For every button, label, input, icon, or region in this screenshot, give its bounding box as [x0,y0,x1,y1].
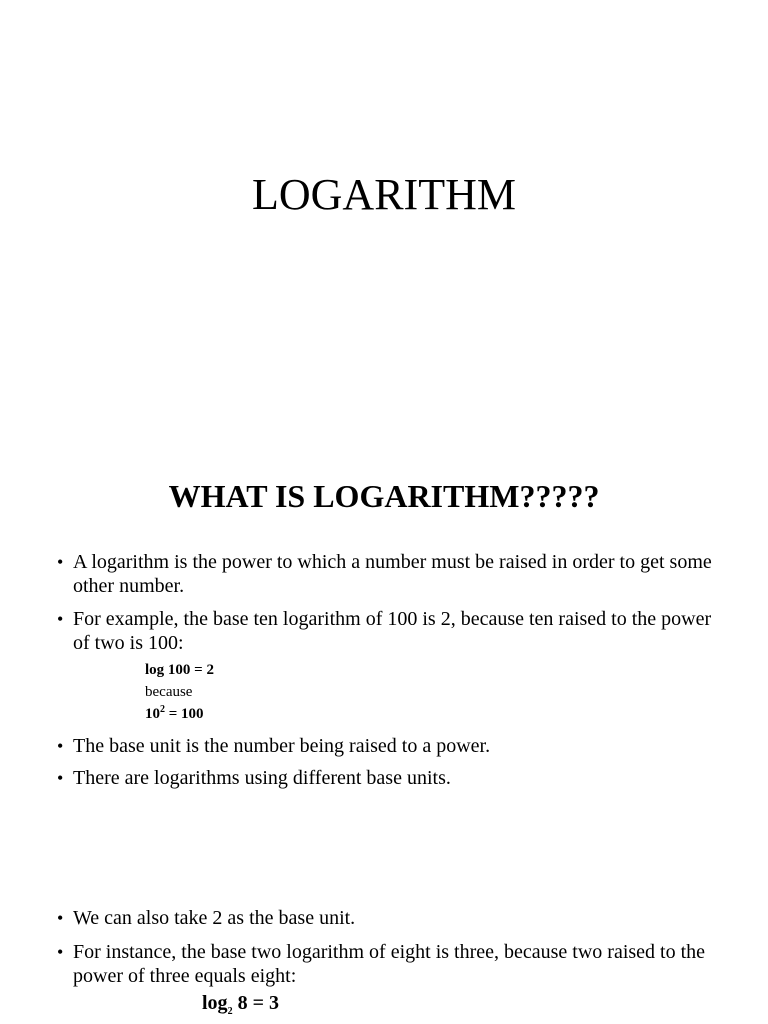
bullet-icon: • [57,736,64,756]
formula-rest: 8 = 3 [232,992,279,1014]
bullet-item [57,906,717,930]
bullet-icon: • [57,942,64,962]
bullet-item [57,766,717,790]
bullet-icon: • [57,908,64,928]
bullet-icon: • [57,609,64,629]
formula-line [145,703,204,725]
bullet-text: For instance, the base two logarithm of eight is three, because two raised to the power of three equals eight: [73,941,706,987]
formula-line: log 100 = 2 [145,662,214,678]
bullet-text: For example, the base ten logarithm of 100 is 2, because ten raised to the power of two is 100: [73,608,712,654]
formula-rest: = 100 [165,706,204,722]
formula-log2 [202,990,279,1016]
bullet-item [57,734,717,758]
bullet-icon: • [57,552,64,572]
bullet-item [57,607,717,655]
formula-base: 10 [145,706,160,722]
bullet-item [57,940,717,988]
bullet-text: A logarithm is the power to which a number must be raised in order to get some other number. [73,551,712,597]
bullet-text: There are logarithms using different base units. [73,767,451,789]
bullet-text: We can also take 2 as the base unit. [73,907,356,929]
bullet-text: The base unit is the number being raised to a power. [73,735,491,757]
formula-line: because [145,684,193,700]
formula-subscript: 2 [227,1006,233,1017]
formula-prefix: log [202,992,228,1014]
bullet-icon: • [57,768,64,788]
slide-title: LOGARITHM [252,170,516,219]
bullet-item [57,550,717,598]
formula-exponent: 2 [160,704,165,715]
section-heading: WHAT IS LOGARITHM????? [168,478,600,514]
